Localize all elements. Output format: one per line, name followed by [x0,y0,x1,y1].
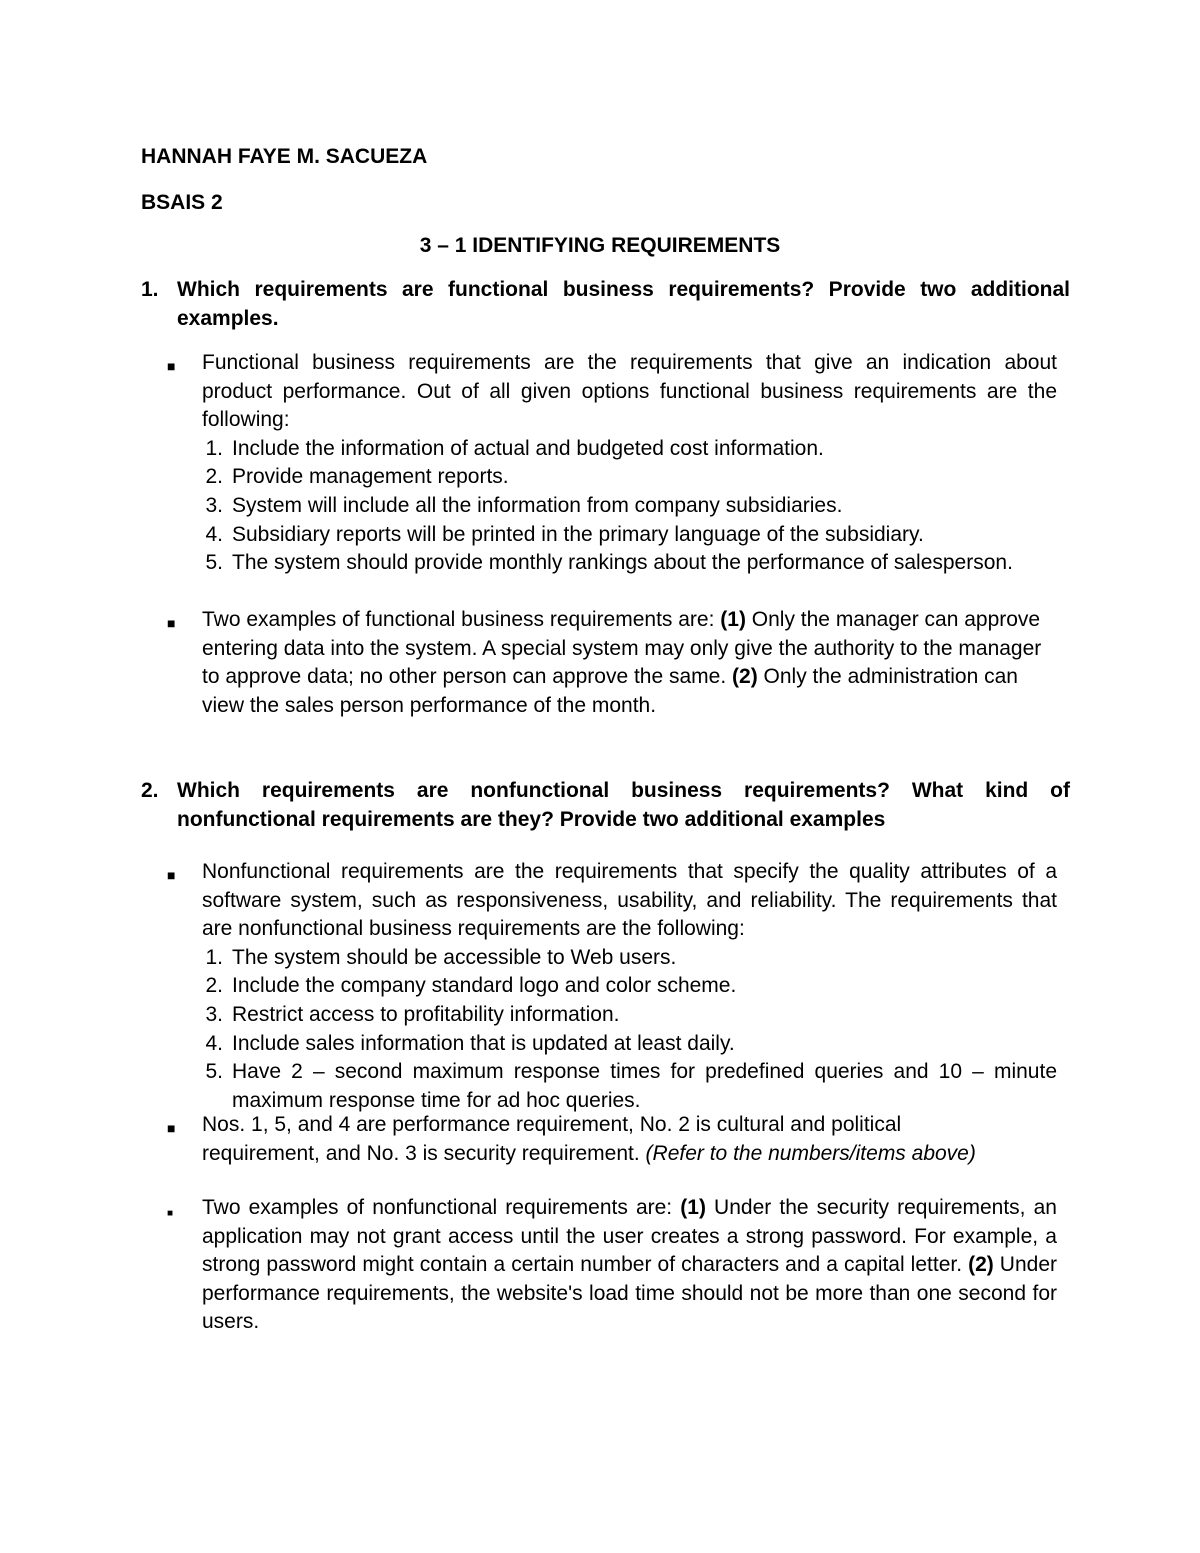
document-title: 3 – 1 IDENTIFYING REQUIREMENTS [419,234,781,257]
question-1 [141,275,1070,333]
question-2 [141,776,1070,834]
question-number: 2. [141,779,159,802]
bullet-square-icon: ■ [167,1120,176,1136]
bullet-square-icon: ■ [167,615,176,631]
q2-requirements-list [202,944,1057,1116]
q2-bullet-examples [167,1194,1057,1337]
bullet-text: Nonfunctional requirements are the requirements that specify the quality attributes of a software system, such as responsiveness, usability, and reliability. The requirements that are nonfunctional business requirements are the following: [202,860,1057,941]
course-label: BSAIS 2 [141,191,223,214]
q1-bullet-examples [167,606,1057,720]
question-text: Which requirements are functional business requirements? Provide two additional examples. [177,278,1070,330]
bullet-text: Two examples of functional business requirements are: (1) Only the manager can approve entering data into the system. A special system may only give the authority to the manager to approve data; no other person can approve the same. (2) Only the administration can view the sales person performance of the month. [202,608,1042,717]
list-item: 2. Include the company standard logo and color scheme. [205,974,737,998]
list-item: 3. Restrict access to profitability information. [205,1002,620,1026]
bullet-square-icon: ■ [167,358,176,374]
question-text: Which requirements are nonfunctional business requirements? What kind of nonfunctional requirements are they? Provide two additional examples [177,779,1070,831]
list-item: 5. Have 2 – second maximum response times for predefined queries and 10 – minute maximum response time for ad hoc queries. [205,1060,1057,1112]
bullet-square-icon: ■ [167,867,176,883]
list-item: 4. Include sales information that is updated at least daily. [205,1031,735,1055]
student-name: HANNAH FAYE M. SACUEZA [141,145,428,168]
list-item: 2. Provide management reports. [205,465,509,489]
question-number: 1. [141,278,159,301]
q1-bullet-definition [167,349,1057,578]
bullet-small-square-icon: ■ [167,1208,174,1219]
list-item: 1. Include the information of actual and budgeted cost information. [205,436,824,460]
list-item: 1. The system should be accessible to Web users. [205,945,677,969]
list-item: 3. System will include all the information from company subsidiaries. [205,493,843,517]
list-item: 4. Subsidiary reports will be printed in the primary language of the subsidiary. [205,522,924,546]
bullet-text: Two examples of nonfunctional requirements are: (1) Under the security requirements, an application may not grant access until the user creates a strong password. For example, a strong password might contain a certain number of characters and a capital letter. (2) Under performance requirements, the website's load time should not be more than one second for users. [202,1196,1058,1334]
q2-bullet-definition [167,858,1057,1115]
q2-bullet-classification [167,1111,997,1168]
list-item: 5. The system should provide monthly rankings about the performance of salesperson. [205,551,1013,575]
bullet-text: Nos. 1, 5, and 4 are performance requirement, No. 2 is cultural and political requirement, and No. 3 is security requirement. (Refer to the numbers/items above) [202,1113,976,1165]
bullet-text: Functional business requirements are the requirements that give an indication about product performance. Out of all given options functional business requirements are the following: [202,351,1057,432]
q1-requirements-list [202,435,1057,578]
